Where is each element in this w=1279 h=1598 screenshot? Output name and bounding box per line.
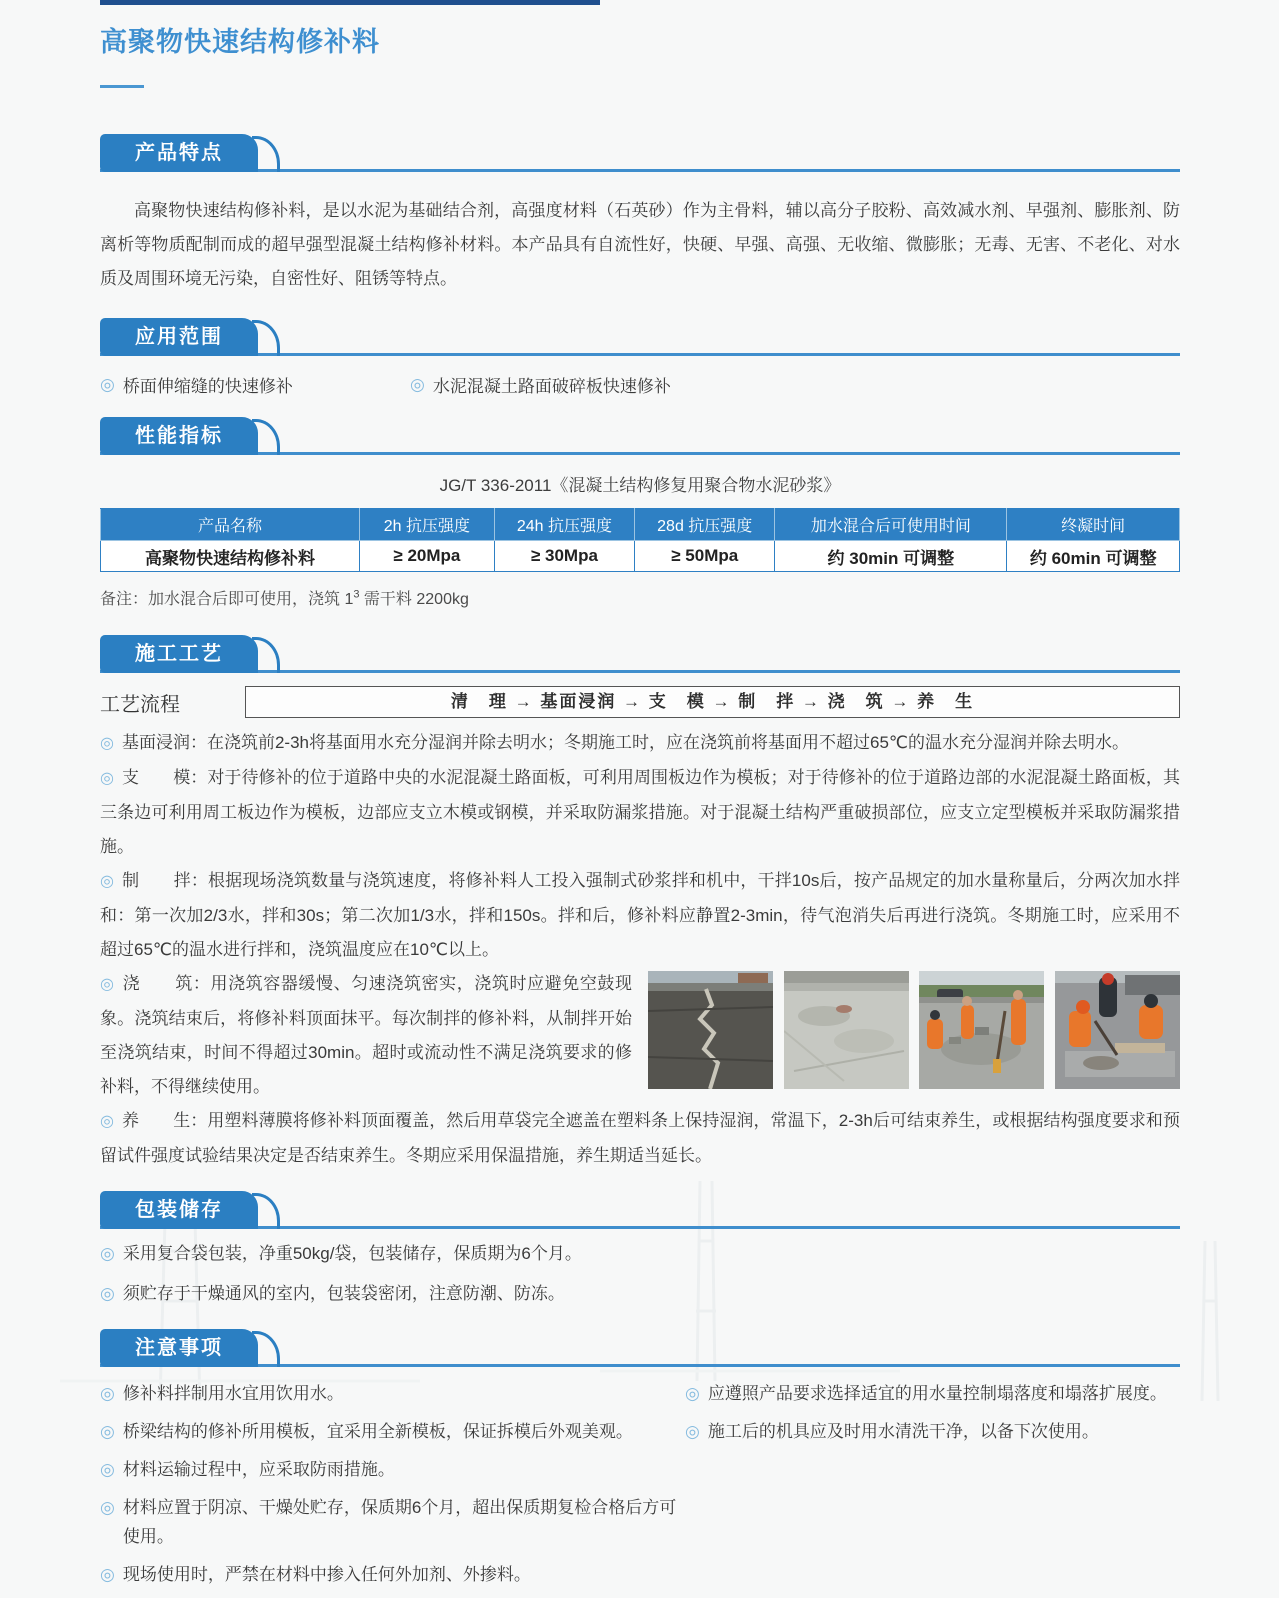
table-cell: 高聚物快速结构修补料: [101, 541, 360, 572]
note-item: [100, 1455, 685, 1484]
note-item: [100, 1379, 685, 1408]
section-header-features: [100, 138, 1180, 172]
ring-bullet-icon: ◎: [100, 735, 114, 752]
notes-left-column: [100, 1379, 685, 1598]
ring-bullet-icon: ◎: [100, 1113, 115, 1130]
table-header-cell: 终凝时间: [1007, 509, 1180, 541]
photo-workers-repairing-joint: [1055, 971, 1180, 1089]
packaging-item: [100, 1238, 1180, 1269]
ring-bullet-icon: ◎: [100, 1384, 115, 1403]
ring-bullet-icon: ◎: [100, 1565, 115, 1584]
site-photos-strip: [648, 971, 1180, 1091]
table-header-row: [101, 509, 1180, 541]
photo-workers-breaking-pavement: [919, 971, 1044, 1089]
features-paragraph: 高聚物快速结构修补料，是以水泥为基础结合剂，高强度材料（石英砂）作为主骨料，辅以高分子胶粉、高效减水剂、早强剂、膨胀剂、防离析等物质配制而成的超早强型混凝土结构修补材料。本产品具有自流性好，快硬、早强、高强、无收缩、微膨胀；无毒、无害、不老化、对水质及周围环境无污染，自密性好、阻锈等特点。: [100, 201, 1180, 288]
notes-badge: 注意事项: [100, 1329, 258, 1367]
photo-cracked-dark-pavement: [648, 971, 773, 1089]
badge-swoosh-decoration: [252, 637, 280, 673]
badge-swoosh-decoration: [252, 419, 280, 455]
note-text: 修补料拌制用水宜用饮用水。: [122, 1384, 344, 1403]
badge-swoosh-decoration: [252, 136, 280, 172]
note-text: 现场使用时，严禁在材料中掺入任何外加剂、外掺料。: [122, 1565, 531, 1584]
table-header-cell: 产品名称: [101, 509, 360, 541]
flow-label: 工艺流程: [100, 693, 180, 716]
application-label: 桥面伸缩缝的快速修补: [122, 377, 293, 396]
badge-swoosh-decoration: [252, 1331, 280, 1367]
application-item: [100, 372, 410, 397]
step-text: 浇 筑：用浇筑容器缓慢、匀速浇筑密实，浇筑时应避免空鼓现象。浇筑结束后，将修补料顶面抹平。每次制拌的修补料，从制拌开始至浇筑结束，时间不得超过30min。超时或流动性不满足浇筑要求的修补料，不得继续使用。: [100, 974, 633, 1096]
note-item: [685, 1379, 1180, 1408]
table-cell: 约 30min 可调整: [775, 541, 1007, 572]
notes-columns: [100, 1379, 1180, 1598]
packaging-text: 采用复合袋包装，净重50kg/袋，包装储存，保质期为6个月。: [122, 1244, 582, 1263]
ring-bullet-icon: ◎: [100, 1498, 115, 1517]
applications-badge: 应用范围: [100, 318, 258, 356]
process-step: [100, 1104, 1180, 1173]
note-text: 桥梁结构的修补所用模板，宜采用全新模板，保证拆模后外观美观。: [122, 1422, 633, 1441]
table-remark: [100, 586, 1180, 609]
note-text: 施工后的机具应及时用水清洗干净，以备下次使用。: [707, 1422, 1099, 1441]
flow-sequence: 清 理 → 基面浸润 → 支 模 → 制 拌 → 浇 筑 → 养 生: [245, 686, 1180, 718]
process-step: [100, 864, 1180, 967]
process-step: [100, 726, 1180, 761]
note-item: [100, 1560, 685, 1589]
table-header-cell: 28d 抗压强度: [635, 509, 775, 541]
ring-bullet-icon: ◎: [100, 770, 115, 787]
ring-bullet-icon: ◎: [100, 976, 115, 993]
ring-bullet-icon: ◎: [410, 374, 425, 394]
ring-bullet-icon: ◎: [100, 1284, 115, 1303]
applications-list: [100, 372, 1180, 397]
photo-damaged-concrete-slab: [784, 971, 909, 1089]
features-badge: 产品特点: [100, 134, 258, 172]
remark-superscript: 3: [353, 588, 360, 601]
remark-text: 需干料 2200kg: [359, 591, 469, 608]
remark-text: 备注：加水混合后即可使用，浇筑 1: [100, 591, 354, 608]
note-item: [100, 1417, 685, 1446]
ring-bullet-icon: ◎: [100, 873, 115, 890]
section-header-packaging: [100, 1195, 1180, 1229]
badge-swoosh-decoration: [252, 320, 280, 356]
note-text: 材料应置于阴凉、干燥处贮存，保质期6个月，超出保质期复检合格后方可使用。: [122, 1498, 677, 1546]
standard-reference: JG/T 336-2011《混凝土结构修复用聚合物水泥砂浆》: [439, 476, 841, 495]
notes-right-column: [685, 1379, 1180, 1598]
performance-badge: 性能指标: [100, 417, 258, 455]
process-flow-row: [100, 686, 1180, 718]
ring-bullet-icon: ◎: [100, 1244, 115, 1263]
page-title: 高聚物快速结构修补料: [100, 27, 380, 57]
ring-bullet-icon: ◎: [685, 1422, 700, 1441]
process-steps: [100, 726, 1180, 1173]
application-item: [410, 372, 671, 397]
table-row: [101, 541, 1180, 572]
note-item: [685, 1417, 1180, 1446]
table-header-cell: 24h 抗压强度: [494, 509, 634, 541]
step-text: 制 拌：根据现场浇筑数量与浇筑速度，将修补料人工投入强制式砂浆拌和机中，干拌10s后，按产品规定的加水量称量后，分两次加水拌和：第一次加2/3水，拌和30s；第二次加1/3水，拌和150s。拌和后，修补料应静置2-3min，待气泡消失后再进行浇筑。冬期施工时，应采用不超过65℃的温水进行拌和，浇筑温度应在10℃以上。: [100, 871, 1180, 959]
table-cell: ≥ 50Mpa: [635, 541, 775, 572]
packaging-text: 须贮存于干燥通风的室内，包装袋密闭，注意防潮、防冻。: [122, 1284, 565, 1303]
note-item: [100, 1493, 685, 1551]
application-label: 水泥混凝土路面破碎板快速修补: [432, 377, 671, 396]
packaging-item: [100, 1278, 1180, 1309]
section-header-performance: [100, 421, 1180, 455]
ring-bullet-icon: ◎: [100, 1422, 115, 1441]
section-header-applications: [100, 322, 1180, 356]
section-header-notes: [100, 1333, 1180, 1367]
section-header-process: [100, 639, 1180, 673]
title-underline: [100, 85, 144, 88]
ring-bullet-icon: ◎: [100, 374, 115, 394]
note-text: 应遵照产品要求选择适宜的用水量控制塌落度和塌落扩展度。: [707, 1384, 1167, 1403]
step-text: 养 生：用塑料薄膜将修补料顶面覆盖，然后用草袋完全遮盖在塑料条上保持湿润，常温下，2-3h后可结束养生，或根据结构强度要求和预留试件强度试验结果决定是否结束养生。冬期应采用保温措施，养生期适当延长。: [100, 1111, 1180, 1165]
table-cell: ≥ 20Mpa: [359, 541, 494, 572]
ring-bullet-icon: ◎: [685, 1384, 700, 1403]
table-cell: 约 60min 可调整: [1007, 541, 1180, 572]
table-header-cell: 2h 抗压强度: [359, 509, 494, 541]
ring-bullet-icon: ◎: [100, 1460, 115, 1479]
packaging-badge: 包装储存: [100, 1191, 258, 1229]
badge-swoosh-decoration: [252, 1193, 280, 1229]
performance-table: [100, 508, 1180, 572]
table-header-cell: 加水混合后可使用时间: [775, 509, 1007, 541]
process-badge: 施工工艺: [100, 635, 258, 673]
note-text: 材料运输过程中，应采取防雨措施。: [122, 1460, 395, 1479]
process-step: [100, 761, 1180, 864]
step-text: 支 模：对于待修补的位于道路中央的水泥混凝土路面板，可利用周围板边作为模板；对于待修补的位于道路边部的水泥混凝土路面板，其三条边可利用周工板边作为模板，边部应支立木模或钢模，并采取防漏浆措施。对于混凝土结构严重破损部位，应支立定型模板并采取防漏浆措施。: [100, 768, 1180, 856]
step-text: 基面浸润：在浇筑前2-3h将基面用水充分湿润并除去明水；冬期施工时，应在浇筑前将基面用不超过65℃的温水充分湿润并除去明水。: [121, 733, 1129, 752]
table-cell: ≥ 30Mpa: [494, 541, 634, 572]
